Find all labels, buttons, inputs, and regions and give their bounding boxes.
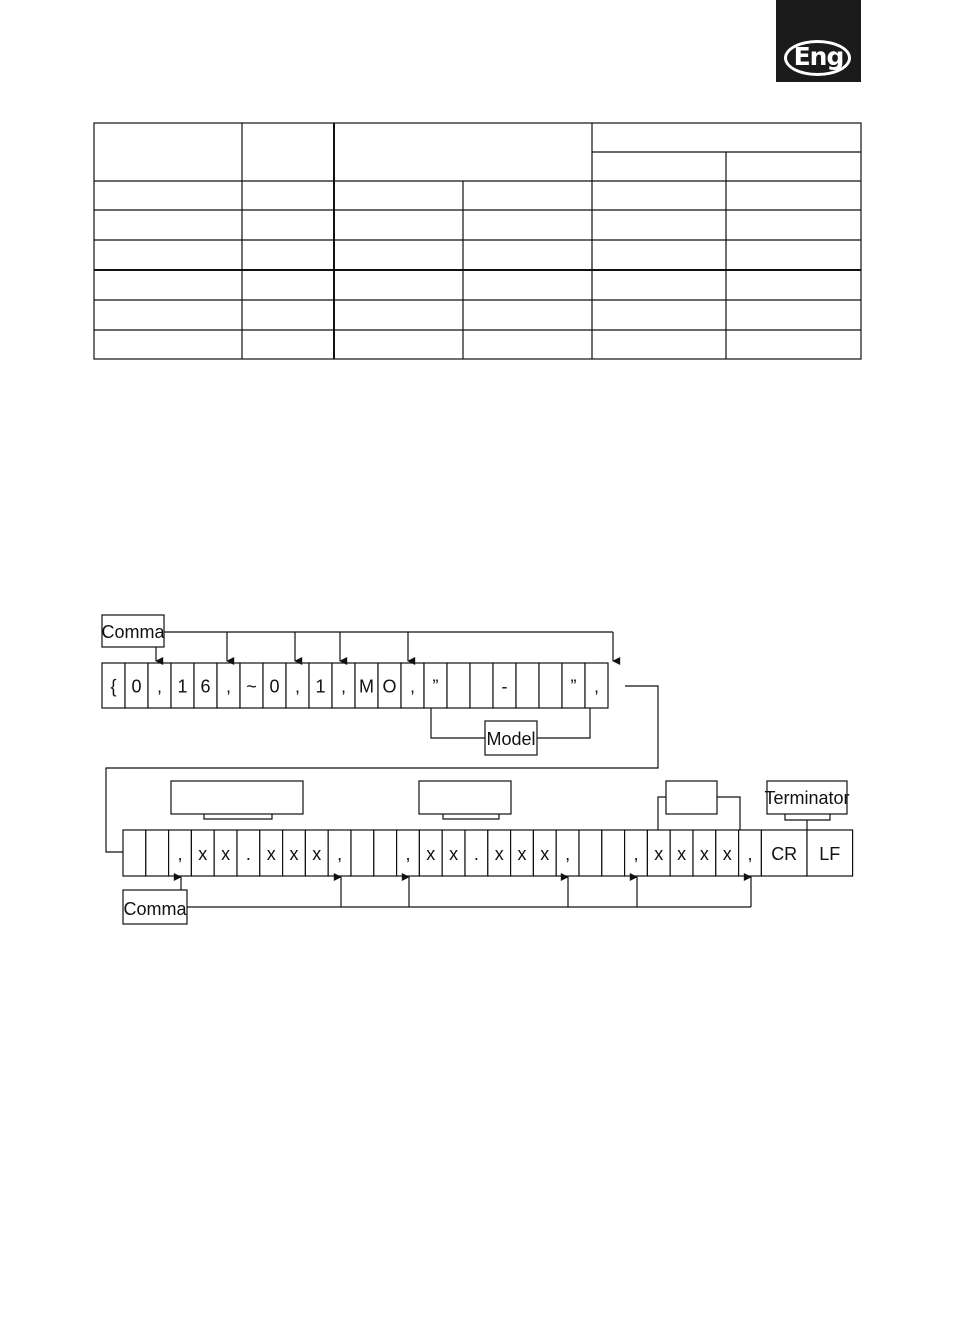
command-cell-char: M <box>359 676 374 697</box>
command-cell-char: , <box>294 676 301 697</box>
command-cell-char: x <box>312 844 322 864</box>
command-cell <box>123 830 146 876</box>
terminator-cell-char: CR <box>771 844 798 864</box>
command-cell-char: 0 <box>131 676 142 697</box>
field-label-bracket <box>443 814 499 819</box>
field-label-boxes <box>171 781 740 830</box>
model-bracket-right <box>537 708 590 738</box>
bottom-comma-label: Comma <box>123 899 187 919</box>
spec-table <box>94 123 861 359</box>
command-cell-char: x <box>540 844 550 864</box>
field-label-box <box>666 781 717 814</box>
terminator-label: Terminator <box>764 788 850 808</box>
table-border <box>94 123 861 359</box>
command-cell-char: , <box>177 844 183 864</box>
command-cell-char: x <box>266 844 276 864</box>
terminator-callout <box>764 781 849 830</box>
command-cell-char: , <box>409 676 416 697</box>
command-cell-char: , <box>565 844 571 864</box>
bottom-comma-callout <box>123 877 751 924</box>
command-cell-char: O <box>382 676 397 697</box>
command-cell-char: x <box>221 844 231 864</box>
command-cell-char: ” <box>570 676 577 697</box>
field-label-box <box>171 781 303 814</box>
command-cell <box>602 830 625 876</box>
command-cell <box>146 830 169 876</box>
command-cell-char: . <box>473 844 479 864</box>
command-cell <box>374 830 397 876</box>
terminator-cell-char: LF <box>819 844 841 864</box>
command-cell-char: x <box>198 844 208 864</box>
command-cell-char: - <box>501 676 508 697</box>
command-cell-char: 0 <box>269 676 280 697</box>
command-cell-char: ~ <box>246 676 257 697</box>
model-bracket-left <box>431 708 485 738</box>
command-cell-char: x <box>654 844 664 864</box>
command-cell <box>579 830 602 876</box>
command-cell-char: x <box>494 844 504 864</box>
command-cell-char: , <box>593 676 600 697</box>
command-cell <box>516 663 539 708</box>
terminator-bracket <box>785 814 830 820</box>
command-row-bottom <box>123 830 853 876</box>
command-cell-char: 1 <box>315 676 326 697</box>
command-cell <box>470 663 493 708</box>
command-cell-char: x <box>426 844 436 864</box>
model-label: Model <box>486 729 536 749</box>
command-cell <box>447 663 470 708</box>
top-comma-callout <box>101 615 613 661</box>
protocol-diagram <box>101 615 852 924</box>
command-cell <box>539 663 562 708</box>
command-cell-char: { <box>110 676 117 697</box>
command-cell-char: 1 <box>177 676 188 697</box>
command-cell-char: x <box>289 844 299 864</box>
field-label-bracket <box>717 797 740 830</box>
command-cell-char: ” <box>432 676 439 697</box>
model-callout <box>431 708 590 755</box>
language-tab-label: Eng <box>793 42 844 71</box>
command-cell-char: , <box>337 844 343 864</box>
command-cell-char: x <box>449 844 459 864</box>
command-row-top <box>102 663 608 708</box>
field-label-box <box>419 781 511 814</box>
command-cell-char: , <box>747 844 753 864</box>
command-cell-char: x <box>677 844 687 864</box>
command-cell-char: x <box>699 844 709 864</box>
command-cell-char: , <box>633 844 639 864</box>
field-label-bracket <box>658 797 666 830</box>
command-cell-char: x <box>722 844 732 864</box>
field-label-bracket <box>204 814 272 819</box>
command-cell-char: 6 <box>200 676 211 697</box>
command-cell <box>351 830 374 876</box>
command-cell-char: , <box>225 676 232 697</box>
command-cell-char: , <box>156 676 163 697</box>
command-cell-char: , <box>405 844 411 864</box>
command-cell-char: . <box>245 844 251 864</box>
command-cell-char: x <box>517 844 527 864</box>
row-continuation-connector <box>106 686 658 852</box>
top-comma-label: Comma <box>101 622 165 642</box>
command-cell-char: , <box>340 676 347 697</box>
